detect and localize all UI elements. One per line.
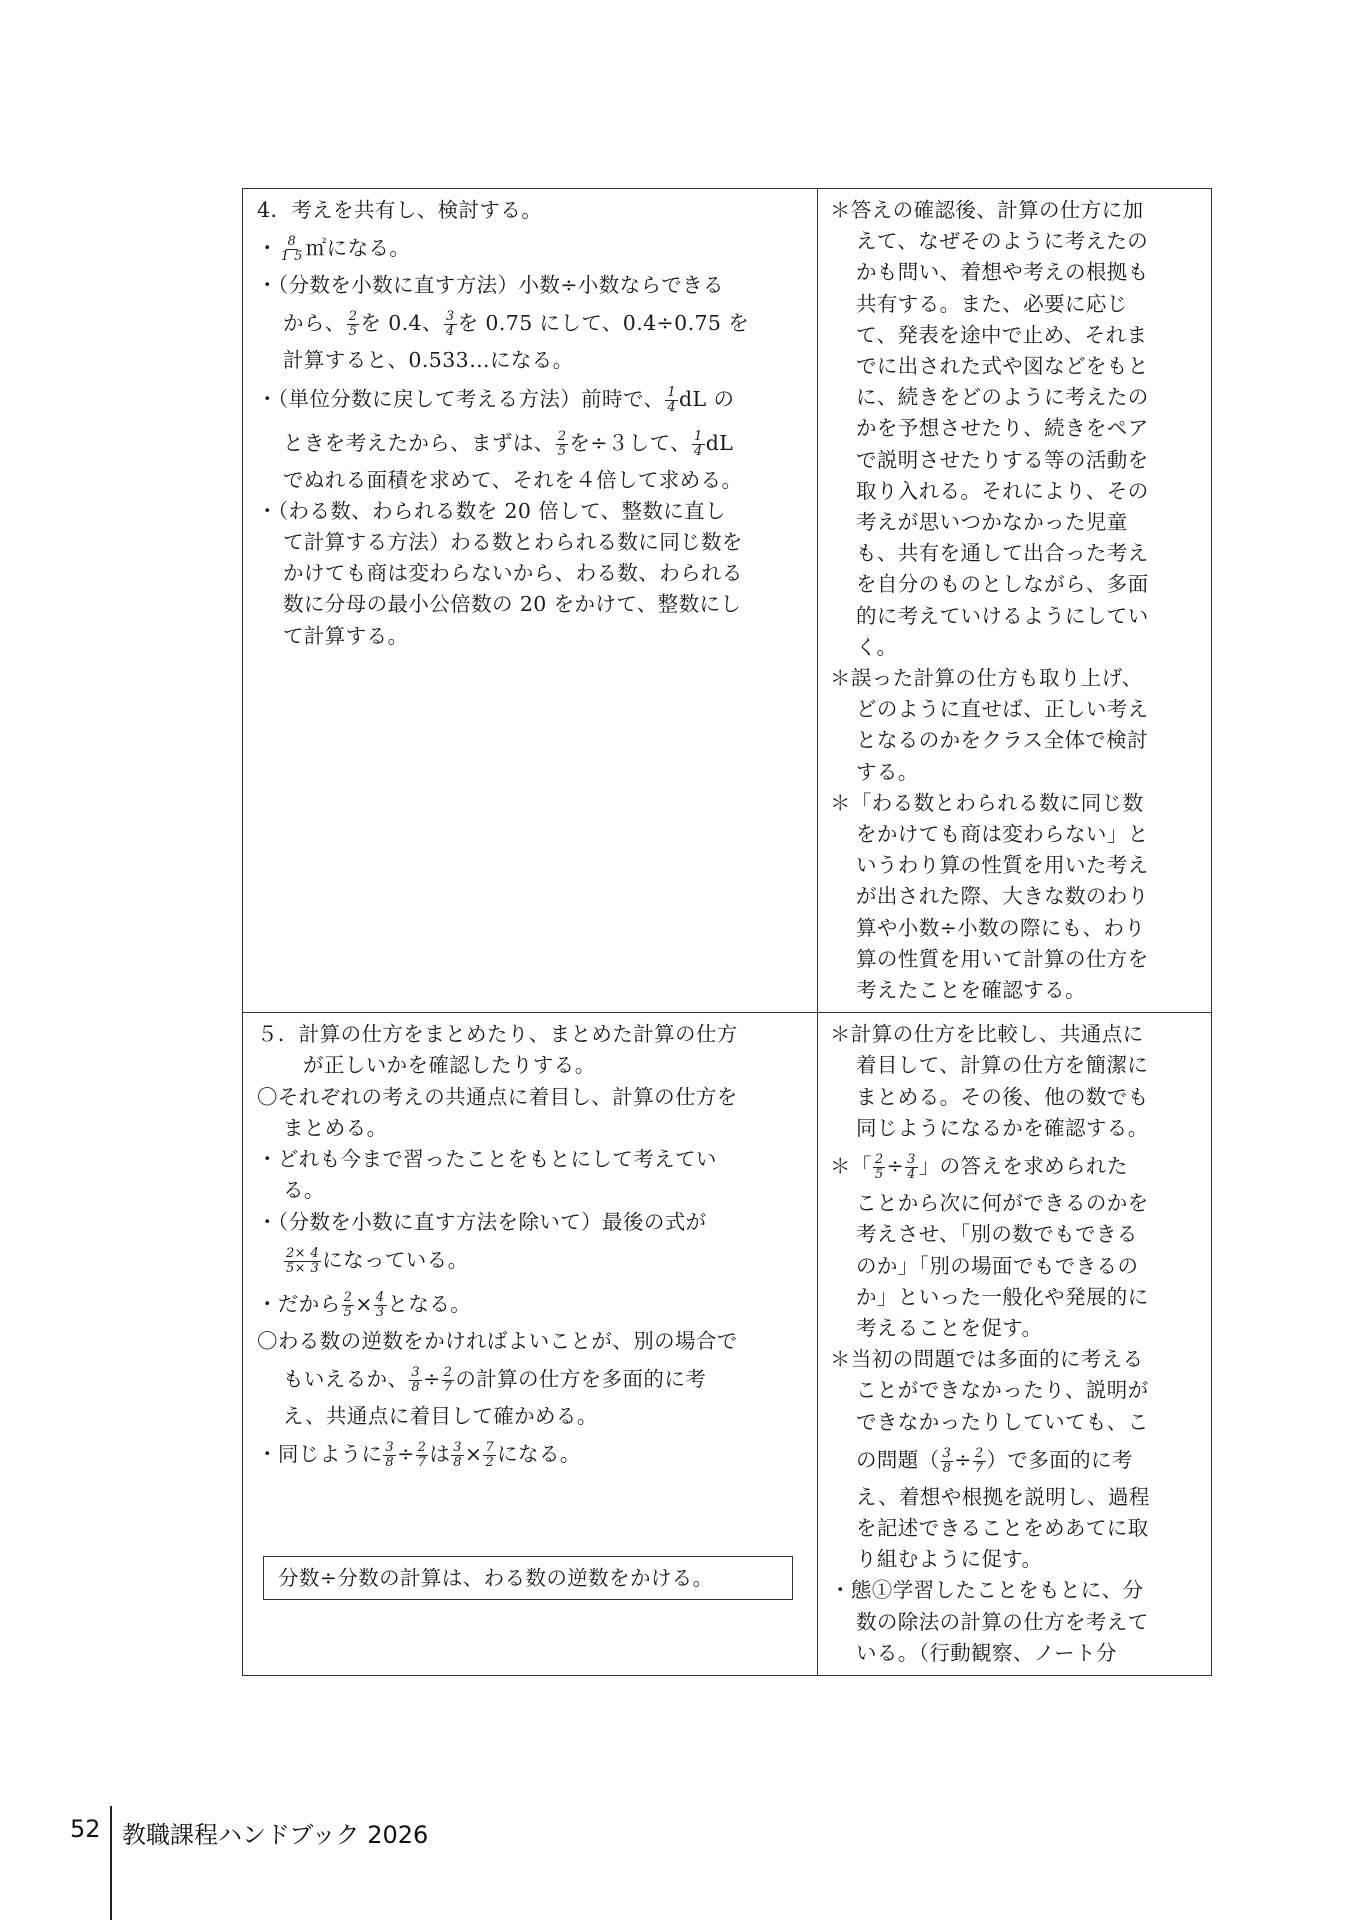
note-line: り組むように促す。: [856, 1547, 1043, 1572]
note-line: ＊答えの確認後、計算の仕方に加: [830, 198, 1144, 222]
note-line: 考えることを促す。: [856, 1315, 1043, 1340]
fraction: $\frac{3}{8}$: [411, 1364, 421, 1395]
list-item: ・（単位分数に戻して考える方法）前時で、 $\frac{1}{4}$ dL の: [257, 384, 735, 415]
step-heading: ５．計算の仕方をまとめたり、まとめた計算の仕方: [257, 1022, 738, 1047]
fraction: $\frac{8}{1 5}$: [280, 234, 303, 265]
list-item-continuation: $\frac{2\times 4}{5\times 3}$ になっている。: [286, 1245, 469, 1276]
list-item-continuation: え、共通点に着目して確かめる。: [283, 1403, 598, 1428]
note-line: 算や小数÷小数の際にも、わり: [856, 915, 1146, 940]
note-line: 取り入れる。それにより、その: [856, 478, 1149, 503]
note-line: ＊「わる数とわられる数に同じ数: [830, 790, 1144, 815]
list-item: ・（分数を小数に直す方法を除いて）最後の式が: [257, 1209, 707, 1234]
note-line: どのように直せば、正しい考え: [856, 697, 1149, 722]
activity-cell: [243, 1013, 818, 1676]
table-row: [243, 1013, 1212, 1676]
step-heading-continuation: が正しいかを確認したりする。: [303, 1053, 596, 1078]
note-line: も、共有を通して出合った考え: [856, 541, 1149, 566]
list-item-continuation: 計算すると、0.533…になる。: [283, 348, 574, 373]
note-line: ＊誤った計算の仕方も取り上げ、: [830, 666, 1143, 691]
list-item: 〇わる数の逆数をかければよいことが、別の場合で: [257, 1328, 738, 1353]
note-line: 算の性質を用いて計算の仕方を: [856, 946, 1149, 971]
list-item: ・ $\frac{8}{1 5}$ ㎡になる。: [257, 234, 411, 265]
note-line: 考えが思いつかなかった児童: [856, 510, 1128, 535]
fraction: $\frac{3}{8}$: [942, 1445, 952, 1476]
list-item: ・どれも今まで習ったことをもとにして考えてい: [257, 1147, 717, 1172]
note-line: ・態①学習したことをもとに、分: [830, 1578, 1144, 1603]
book-title: 教職課程ハンドブック 2026: [122, 1821, 429, 1849]
fraction: $\frac{1}{4}$: [667, 384, 677, 415]
note-line: に、続きをどのように考えたの: [856, 385, 1149, 410]
note-line: えて、なぜそのように考えたの: [856, 229, 1149, 254]
step-heading: 4．考えを共有し、検討する。: [257, 198, 543, 222]
note-line: く。: [856, 634, 898, 659]
note-line: ことから次に何ができるのかを: [856, 1191, 1149, 1216]
footer-divider: [110, 1806, 112, 1920]
list-item-continuation: て計算する。: [283, 623, 409, 648]
note-line: をかけても商は変わらない」と: [856, 822, 1149, 847]
note-line: 的に考えていけるようにしてい: [856, 603, 1149, 628]
note-line: て、発表を途中で止め、それま: [856, 322, 1148, 347]
note-line: 数の除法の計算の仕方を考えて: [856, 1609, 1149, 1634]
fraction: $\frac{2}{7}$: [417, 1440, 427, 1471]
list-item-continuation: まとめる。: [283, 1115, 388, 1140]
note-line: を記述できることをめあてに取: [856, 1515, 1149, 1540]
list-item-continuation: て計算する方法）わる数とわられる数に同じ数を: [283, 530, 743, 555]
page-number: 52: [70, 1815, 101, 1843]
note-line: でに出された式や図などをもと: [856, 354, 1149, 379]
fraction: $\frac{2}{5}$: [343, 1289, 353, 1320]
note-line: 考えたことを確認する。: [856, 978, 1086, 1003]
note-line: できなかったりしていても、こ: [856, 1409, 1149, 1434]
fraction: $\frac{2}{5}$: [874, 1152, 884, 1183]
list-item-continuation: る。: [283, 1178, 325, 1203]
note-line: 同じようになるかを確認する。: [856, 1115, 1149, 1140]
fraction: $\frac{3}{8}$: [453, 1440, 462, 1471]
note-line: 共有する。また、必要に応じ: [856, 291, 1128, 316]
note-line: 着目して、計算の仕方を簡潔に: [856, 1053, 1149, 1078]
list-item: ・（分数を小数に直す方法）小数÷小数ならできる: [257, 273, 724, 298]
list-item-continuation: 数に分母の最小公倍数の 20 をかけて、整数にし: [283, 592, 742, 617]
note-line: する。: [856, 759, 919, 784]
note-line: かを予想させたり、続きをペア: [856, 416, 1149, 441]
fraction: $\frac{4}{3}$: [375, 1289, 385, 1320]
note-line: いる。（行動観察、ノート分: [856, 1640, 1117, 1665]
note-line: のか」「別の場面でもできるの: [856, 1253, 1139, 1278]
fraction: $\frac{2}{7}$: [443, 1364, 453, 1395]
fraction: $\frac{3}{4}$: [907, 1152, 916, 1183]
notes-cell: [818, 189, 1212, 1013]
list-item: ・（わる数、わられる数を 20 倍して、整数に直し: [257, 498, 726, 523]
list-item-continuation: から、 $\frac{2}{5}$ を 0.4、 $\frac{3}{4}$ を 0.75 にして、0.4÷0.75 を: [283, 309, 750, 340]
note-line: ＊計算の仕方を比較し、共通点に: [830, 1022, 1144, 1047]
list-item-continuation: かけても商は変わらないから、わる数、わられる: [283, 561, 743, 586]
note-line: が出された際、大きな数のわり: [856, 884, 1149, 909]
fraction: $\frac{2}{5}$: [348, 309, 358, 340]
table-row: [243, 189, 1212, 1013]
list-item: ・同じように $\frac{3}{8}$ ÷ $\frac{2}{7}$ は $\frac{3}{8}$ × $\frac{7}{2}$ になる。: [257, 1440, 581, 1471]
note-line: となるのかをクラス全体で検討: [856, 728, 1148, 753]
fraction: $\frac{2}{5}$: [557, 428, 567, 459]
note-line: で説明させたりする等の活動を: [856, 447, 1149, 472]
list-item-continuation: もいえるか、 $\frac{3}{8}$ ÷ $\frac{2}{7}$ の計算の仕方を多面的に考: [283, 1364, 707, 1395]
notes-cell: [818, 1013, 1212, 1676]
note-line: を自分のものとしながら、多面: [856, 572, 1149, 597]
note-line: ＊当初の問題では多面的に考える: [830, 1347, 1144, 1372]
list-item-continuation: でぬれる面積を求めて、それを４倍して求める。: [283, 467, 743, 492]
fraction: $\frac{2}{7}$: [974, 1445, 984, 1476]
list-item: ・だから $\frac{2}{5}$ × $\frac{4}{3}$ となる。: [257, 1289, 472, 1320]
page-footer: [70, 1815, 429, 1849]
list-item: 〇それぞれの考えの共通点に着目し、計算の仕方を: [257, 1084, 738, 1109]
note-line: か」といった一般化や発展的に: [856, 1284, 1149, 1309]
fraction: $\frac{1}{4}$: [694, 428, 703, 459]
summary-box: 分数÷分数の計算は、わる数の逆数をかける。: [263, 1556, 793, 1600]
note-line: まとめる。その後、他の数でも: [856, 1084, 1149, 1109]
note-line: ことができなかったり、説明が: [856, 1378, 1149, 1403]
note-line: ＊「 $\frac{2}{5}$ ÷ $\frac{3}{4}$ 」の答えを求められた: [830, 1152, 1128, 1183]
fraction: $\frac{3}{8}$: [385, 1440, 395, 1471]
fraction: $\frac{3}{4}$: [445, 309, 455, 340]
fraction: $\frac{7}{2}$: [485, 1440, 495, 1471]
note-line: の問題（ $\frac{3}{8}$ ÷ $\frac{2}{7}$ ）で多面的に考: [856, 1445, 1133, 1476]
note-line: え、着想や根拠を説明し、過程: [856, 1484, 1150, 1509]
activity-cell: [243, 189, 818, 1013]
fraction: $\frac{2\times 4}{5\times 3}$: [286, 1245, 320, 1276]
list-item-continuation: ときを考えたから、まずは、 $\frac{2}{5}$ を÷３して、 $\frac{1}{4}$ dL: [283, 428, 734, 459]
lesson-plan-table: [242, 188, 1212, 1676]
note-line: かも問い、着想や考えの根拠も: [856, 260, 1149, 285]
note-line: 考えさせ、「別の数でもできる: [856, 1222, 1138, 1247]
note-line: いうわり算の性質を用いた考え: [856, 853, 1149, 878]
